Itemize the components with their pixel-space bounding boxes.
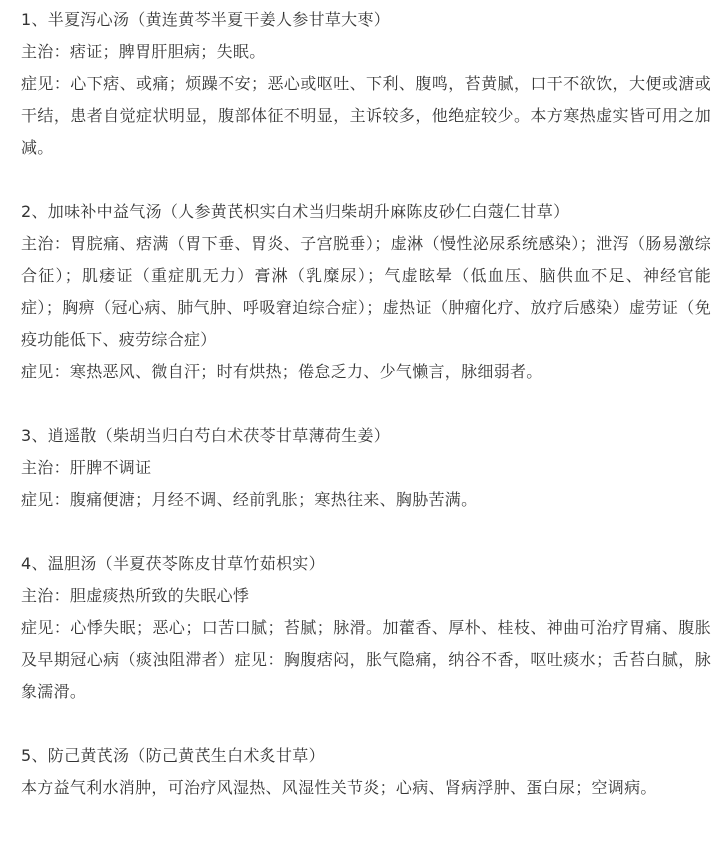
formula-title: 4、温胆汤（半夏茯苓陈皮甘草竹茹枳实） bbox=[21, 554, 325, 573]
formula-symptoms: 症见：寒热恶风、微自汗；时有烘热；倦怠乏力、少气懒言，脉细弱者。 bbox=[21, 362, 543, 381]
formula-entry-2 bbox=[21, 196, 711, 388]
formula-title: 5、防己黄芪汤（防己黄芪生白术炙甘草） bbox=[21, 746, 325, 765]
formula-symptoms: 症见：心下痞、或痛；烦躁不安；恶心或呕吐、下利、腹鸣，苔黄腻，口干不欲饮，大便或溏或干结，患者自觉症状明显，腹部体征不明显，主诉较多，他绝症较少。本方寒热虚实皆可用之加减。 bbox=[21, 74, 711, 157]
formula-symptoms: 症见：心悸失眠；恶心；口苦口腻；苔腻；脉滑。加藿香、厚朴、桂枝、神曲可治疗胃痛、腹胀及早期冠心病（痰浊阻滞者）症见：胸腹痞闷，胀气隐痛，纳谷不香，呕吐痰水；舌苔白腻，脉象濡滑。 bbox=[21, 618, 711, 701]
formula-title: 2、加味补中益气汤（人参黄芪枳实白术当归柴胡升麻陈皮砂仁白蔻仁甘草） bbox=[21, 202, 570, 221]
formula-title: 3、逍遥散（柴胡当归白芍白术茯苓甘草薄荷生姜） bbox=[21, 426, 391, 445]
formula-indications: 主治：肝脾不调证 bbox=[21, 458, 152, 477]
formula-indications: 主治：胆虚痰热所致的失眠心悸 bbox=[21, 586, 250, 605]
formula-symptoms: 症见：腹痛便溏；月经不调、经前乳胀；寒热往来、胸胁苦满。 bbox=[21, 490, 478, 509]
formula-entry-5 bbox=[21, 740, 711, 804]
formula-entry-3 bbox=[21, 420, 711, 516]
formula-indications: 主治：痞证；脾胃肝胆病；失眠。 bbox=[21, 42, 266, 61]
formula-indications: 主治：胃脘痛、痞满（胃下垂、胃炎、子宫脱垂）；虚淋（慢性泌尿系统感染）；泄泻（肠易激综合征）；肌痿证（重症肌无力）膏淋（乳糜尿）；气虚眩晕（低血压、脑供血不足、神经官能症）；胸痹（冠心病、肺气肿、呼吸窘迫综合症）；虚热证（肿瘤化疗、放疗后感染）虚劳证（免疫功能低下、疲劳综合症） bbox=[21, 234, 711, 349]
formula-entry-4 bbox=[21, 548, 711, 708]
formula-body: 本方益气利水消肿，可治疗风湿热、风湿性关节炎；心病、肾病浮肿、蛋白尿；空调病。 bbox=[21, 778, 657, 797]
formula-entry-1 bbox=[21, 0, 711, 164]
formula-title: 1、半夏泻心汤（黄连黄芩半夏干姜人参甘草大枣） bbox=[21, 10, 391, 29]
